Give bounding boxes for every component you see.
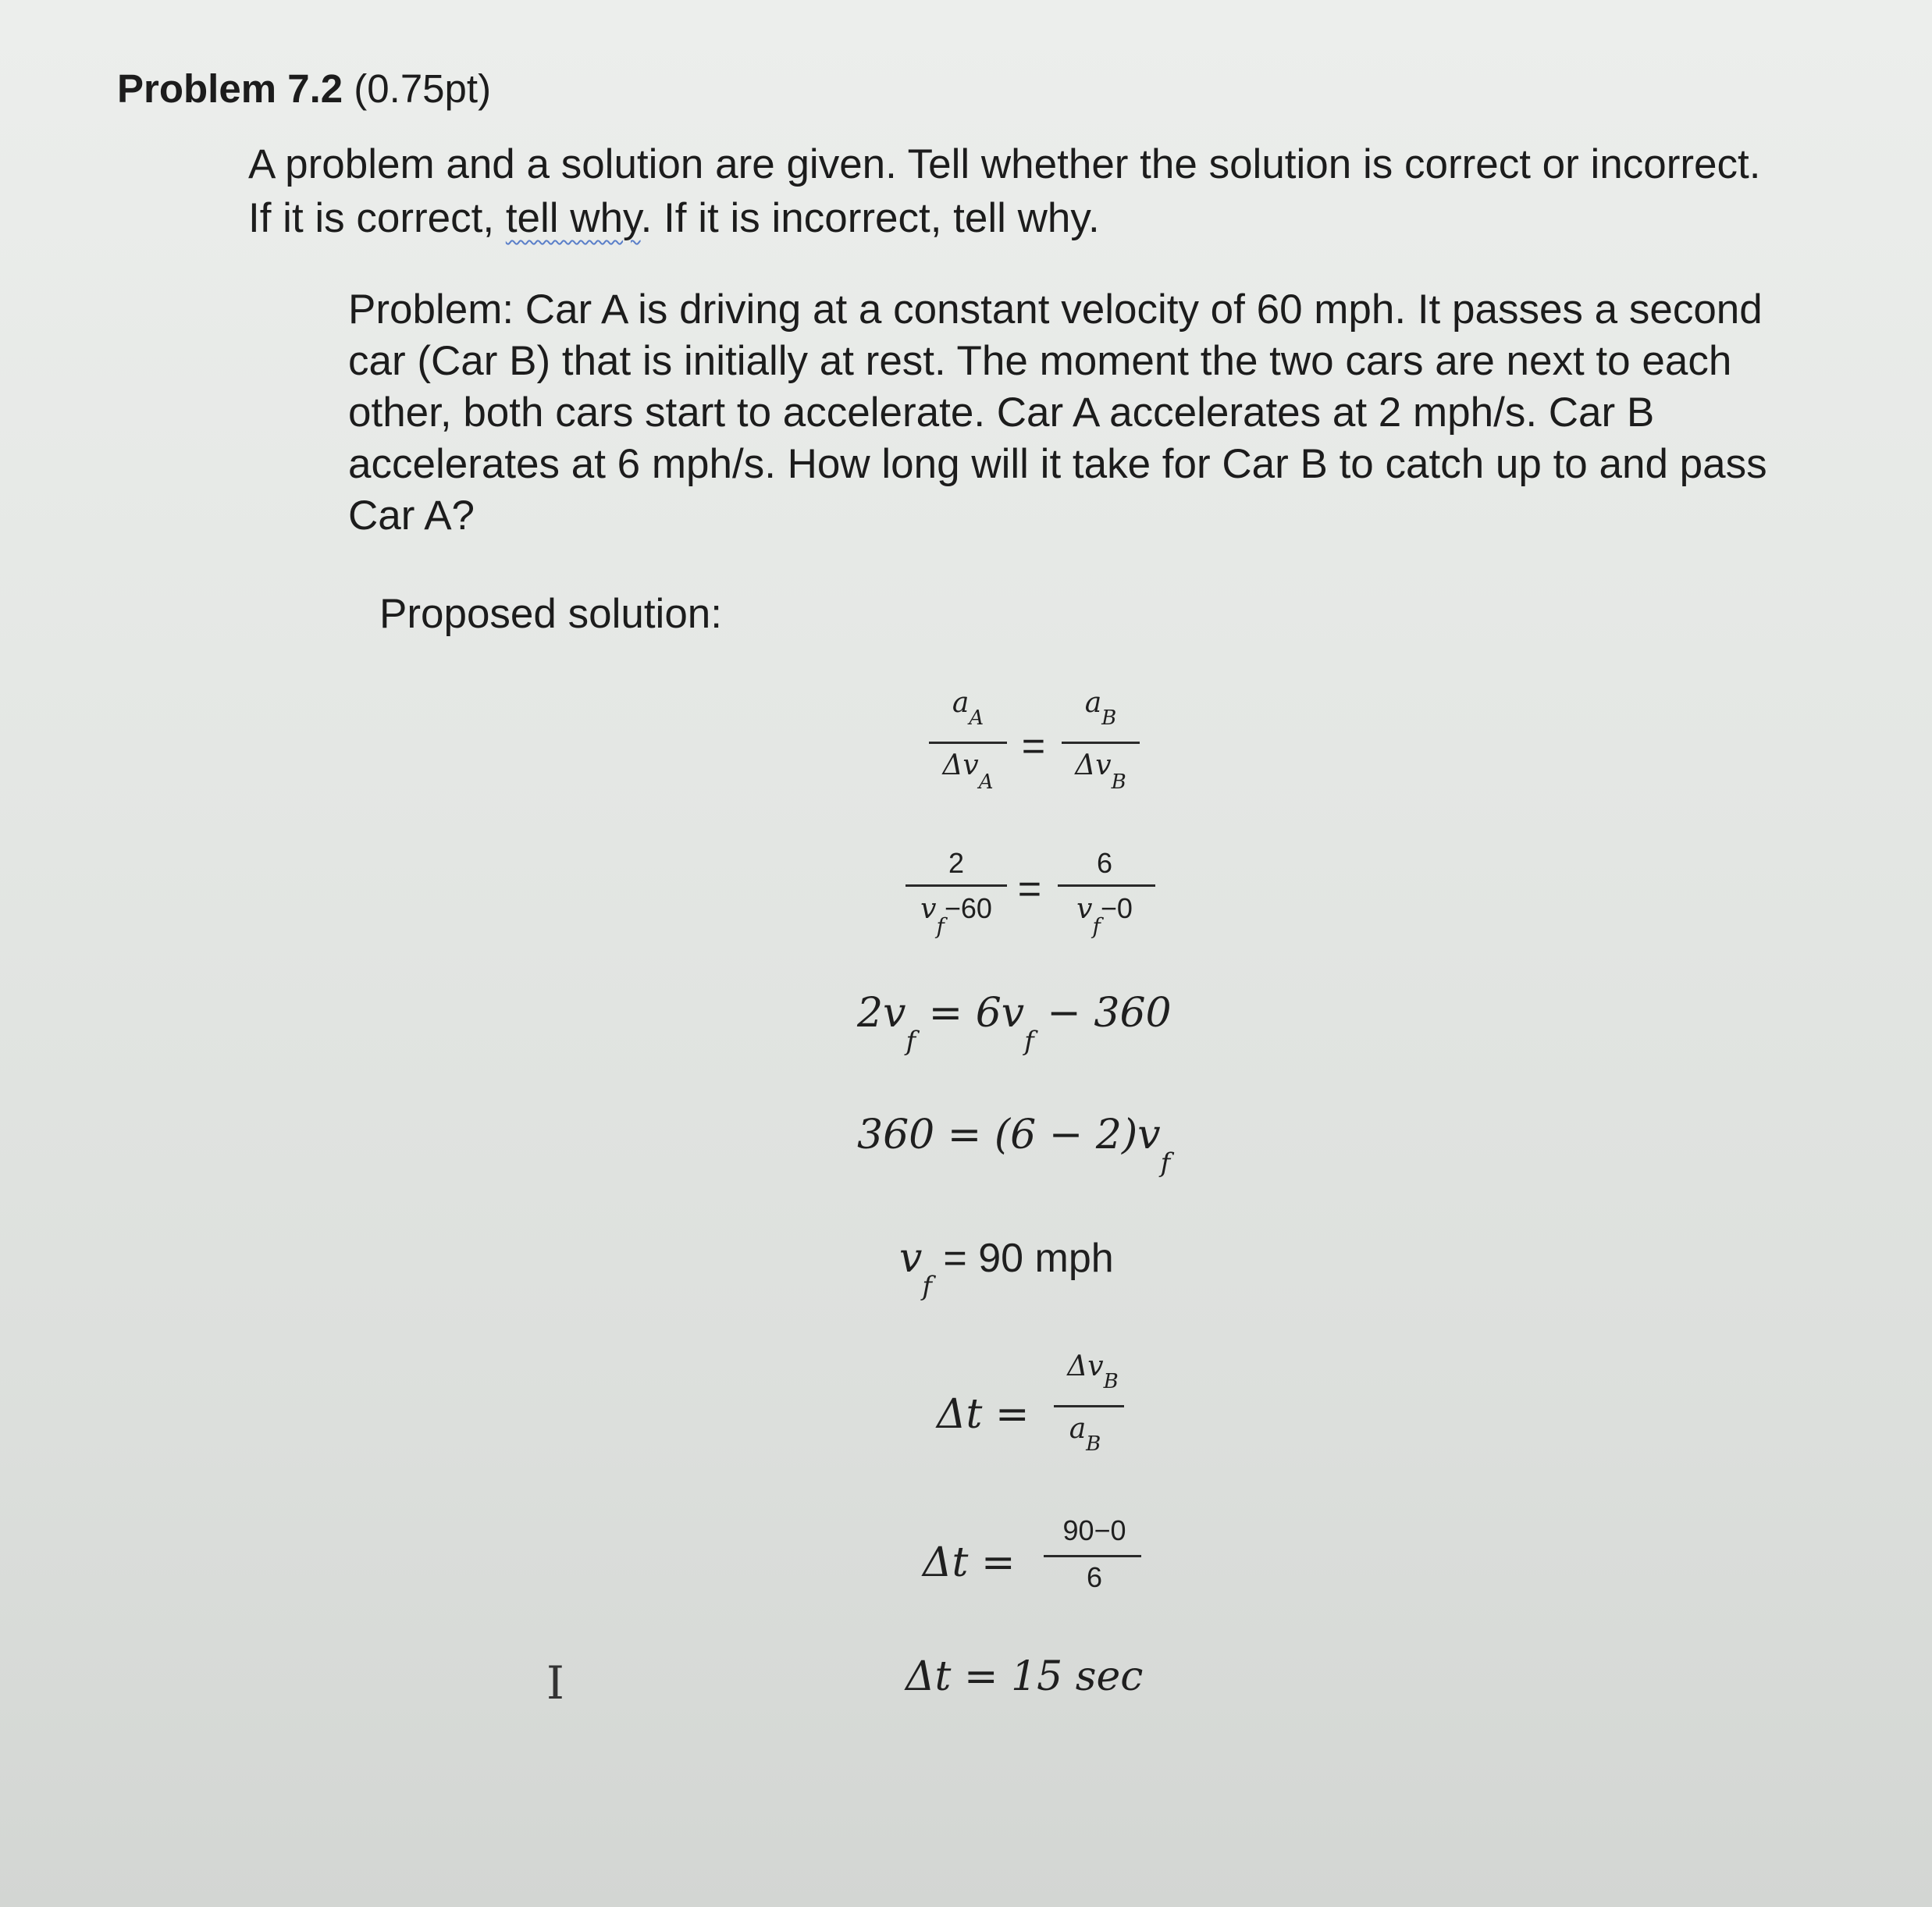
eq7-fraction-bar xyxy=(1044,1555,1141,1557)
problem-title xyxy=(117,66,491,112)
problem-number: Problem 7.2 xyxy=(117,66,343,111)
instructions xyxy=(248,137,1794,245)
spellcheck-underlined-text[interactable]: tell why xyxy=(505,195,641,241)
equation-1 xyxy=(921,687,1147,796)
instructions-part2: . If it is incorrect, tell why. xyxy=(640,195,1100,241)
equation-7 xyxy=(923,1514,1149,1616)
eq7-lhs: Δt = xyxy=(923,1539,1016,1586)
eq1-equals: = xyxy=(1021,724,1045,769)
eq1-left-fraction-bar xyxy=(929,742,1007,744)
eq1-right-numerator: $a_B$ xyxy=(1084,687,1117,730)
eq7-numerator: 90−0 xyxy=(1062,1514,1126,1546)
eq6-denominator: $a_B$ xyxy=(1069,1413,1101,1456)
eq6-numerator: $\Delta v_B$ xyxy=(1067,1350,1119,1393)
equation-3: $2v_f = 6v_f - 360$ xyxy=(857,990,1172,1057)
eq1-left-numerator: $a_A$ xyxy=(952,687,984,730)
eq6-lhs: Δt = xyxy=(937,1391,1030,1438)
problem-statement: Problem: Car A is driving at a constant velocity of 60 mph. It passes a second car (Car B) that is initially at rest. The moment the two cars are next to each other, both cars start to accelerate. Car A accelerates at 2 mph/s. Car B accelerates at 6 mph/s. How long will it take for Car B to catch up to and pass Car A? xyxy=(348,286,1767,539)
equation-4: $360 = (6 - 2)v_f$ xyxy=(857,1112,1171,1179)
equation-5: $v_f = 90$ mph xyxy=(899,1235,1114,1302)
eq2-right-denominator: $v_f-0$ xyxy=(1076,892,1133,939)
equation-6 xyxy=(937,1350,1140,1468)
eq2-right-fraction-bar xyxy=(1058,884,1155,887)
equation-8: Δt = 15 sec xyxy=(906,1653,1144,1700)
eq6-fraction-bar xyxy=(1054,1405,1124,1407)
eq1-right-denominator: $\Delta v_B$ xyxy=(1075,749,1126,794)
eq2-equals: = xyxy=(1017,866,1041,912)
eq1-left-denominator: $\Delta v_A$ xyxy=(942,749,994,794)
eq7-denominator: 6 xyxy=(1086,1561,1103,1593)
text-cursor-icon: I xyxy=(546,1656,564,1710)
proposed-solution-label: Proposed solution: xyxy=(379,591,723,637)
equation-2 xyxy=(902,847,1167,956)
eq2-left-denominator: $v_f-60$ xyxy=(920,892,992,939)
instructions-part1: A problem and a solution are given. Tell whether the solution is correct or incorrect. If it is correct, xyxy=(248,141,1761,241)
eq2-right-numerator: 6 xyxy=(1096,847,1113,879)
problem-points: (0.75pt) xyxy=(354,66,492,111)
eq2-left-numerator: 2 xyxy=(948,847,965,879)
eq1-right-fraction-bar xyxy=(1062,742,1140,744)
eq2-left-fraction-bar xyxy=(906,884,1007,887)
